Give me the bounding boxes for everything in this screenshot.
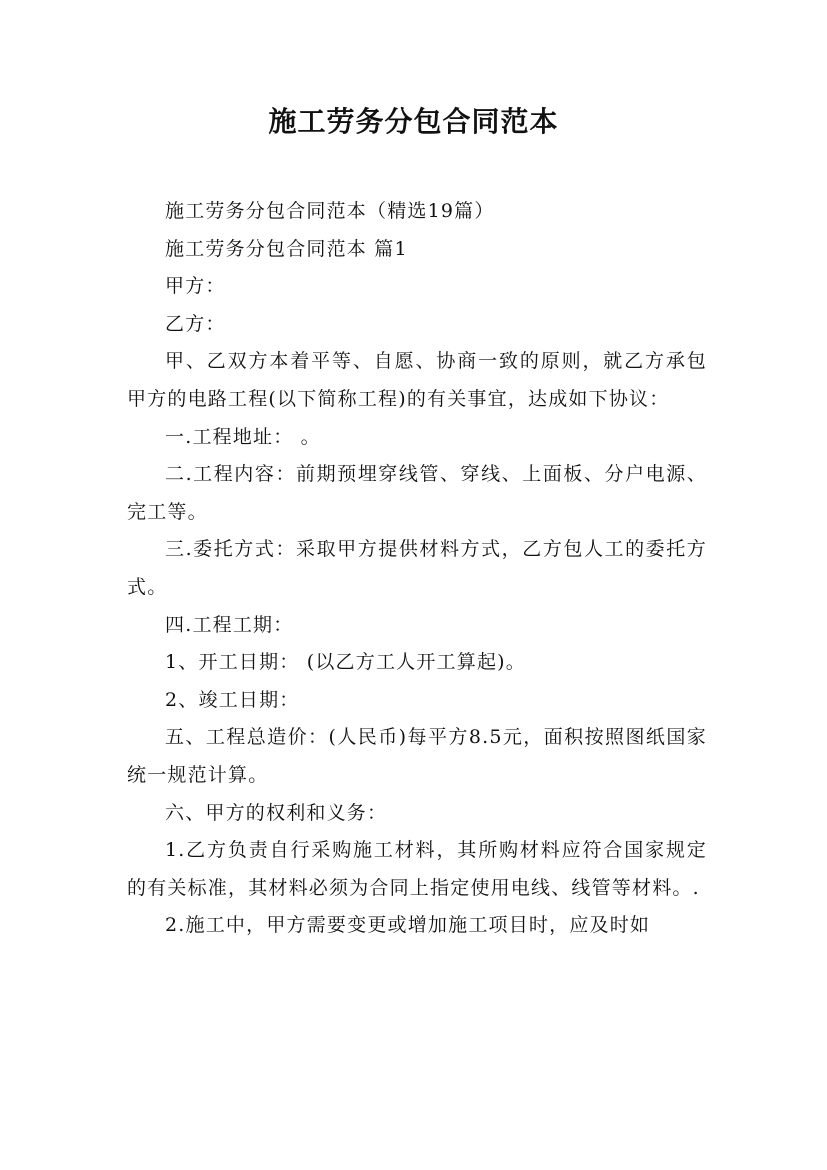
paragraph-clause-4-1: 1、开工日期： (以乙方工人开工算起)。 (165, 651, 526, 674)
paragraph-party-b: 乙方： (165, 312, 226, 335)
paragraph-clause-6-2: 2.施工中，甲方需要变更或增加施工项目时，应及时如 (165, 914, 651, 937)
paragraph-clause-4: 四.工程工期： (165, 613, 294, 636)
paragraph-clause-4-2: 2、竣工日期： (165, 688, 300, 711)
paragraph-clause-6: 六、甲方的权利和义务： (165, 801, 388, 824)
paragraph-clause-2: 二.工程内容：前期预埋穿线管、穿线、上面板、分户电源、完工等。 (127, 463, 707, 523)
paragraph-party-a: 甲方： (165, 275, 226, 298)
document-title: 施工劳务分包合同范本 (268, 105, 559, 138)
paragraph-section-heading: 施工劳务分包合同范本 篇1 (165, 237, 408, 260)
paragraph-clause-3: 三.委托方式：采取甲方提供材料方式，乙方包人工的委托方式。 (127, 538, 707, 598)
document-body (127, 193, 707, 945)
paragraph-subtitle: 施工劳务分包合同范本（精选19篇） (165, 200, 495, 222)
paragraph-preamble: 甲、乙双方本着平等、自愿、协商一致的原则，就乙方承包甲方的电路工程(以下简称工程)的有关事宜，达成如下协议： (127, 350, 707, 410)
paragraph-clause-6-1: 1.乙方负责自行采购施工材料，其所购材料应符合国家规定的有关标准，其材料必须为合同上指定使用电线、线管等材料。. (127, 839, 707, 899)
paragraph-clause-1: 一.工程地址： 。 (165, 425, 321, 448)
paragraph-clause-5: 五、工程总造价：(人民币)每平方8.5元，面积按照图纸国家统一规范计算。 (127, 726, 707, 786)
